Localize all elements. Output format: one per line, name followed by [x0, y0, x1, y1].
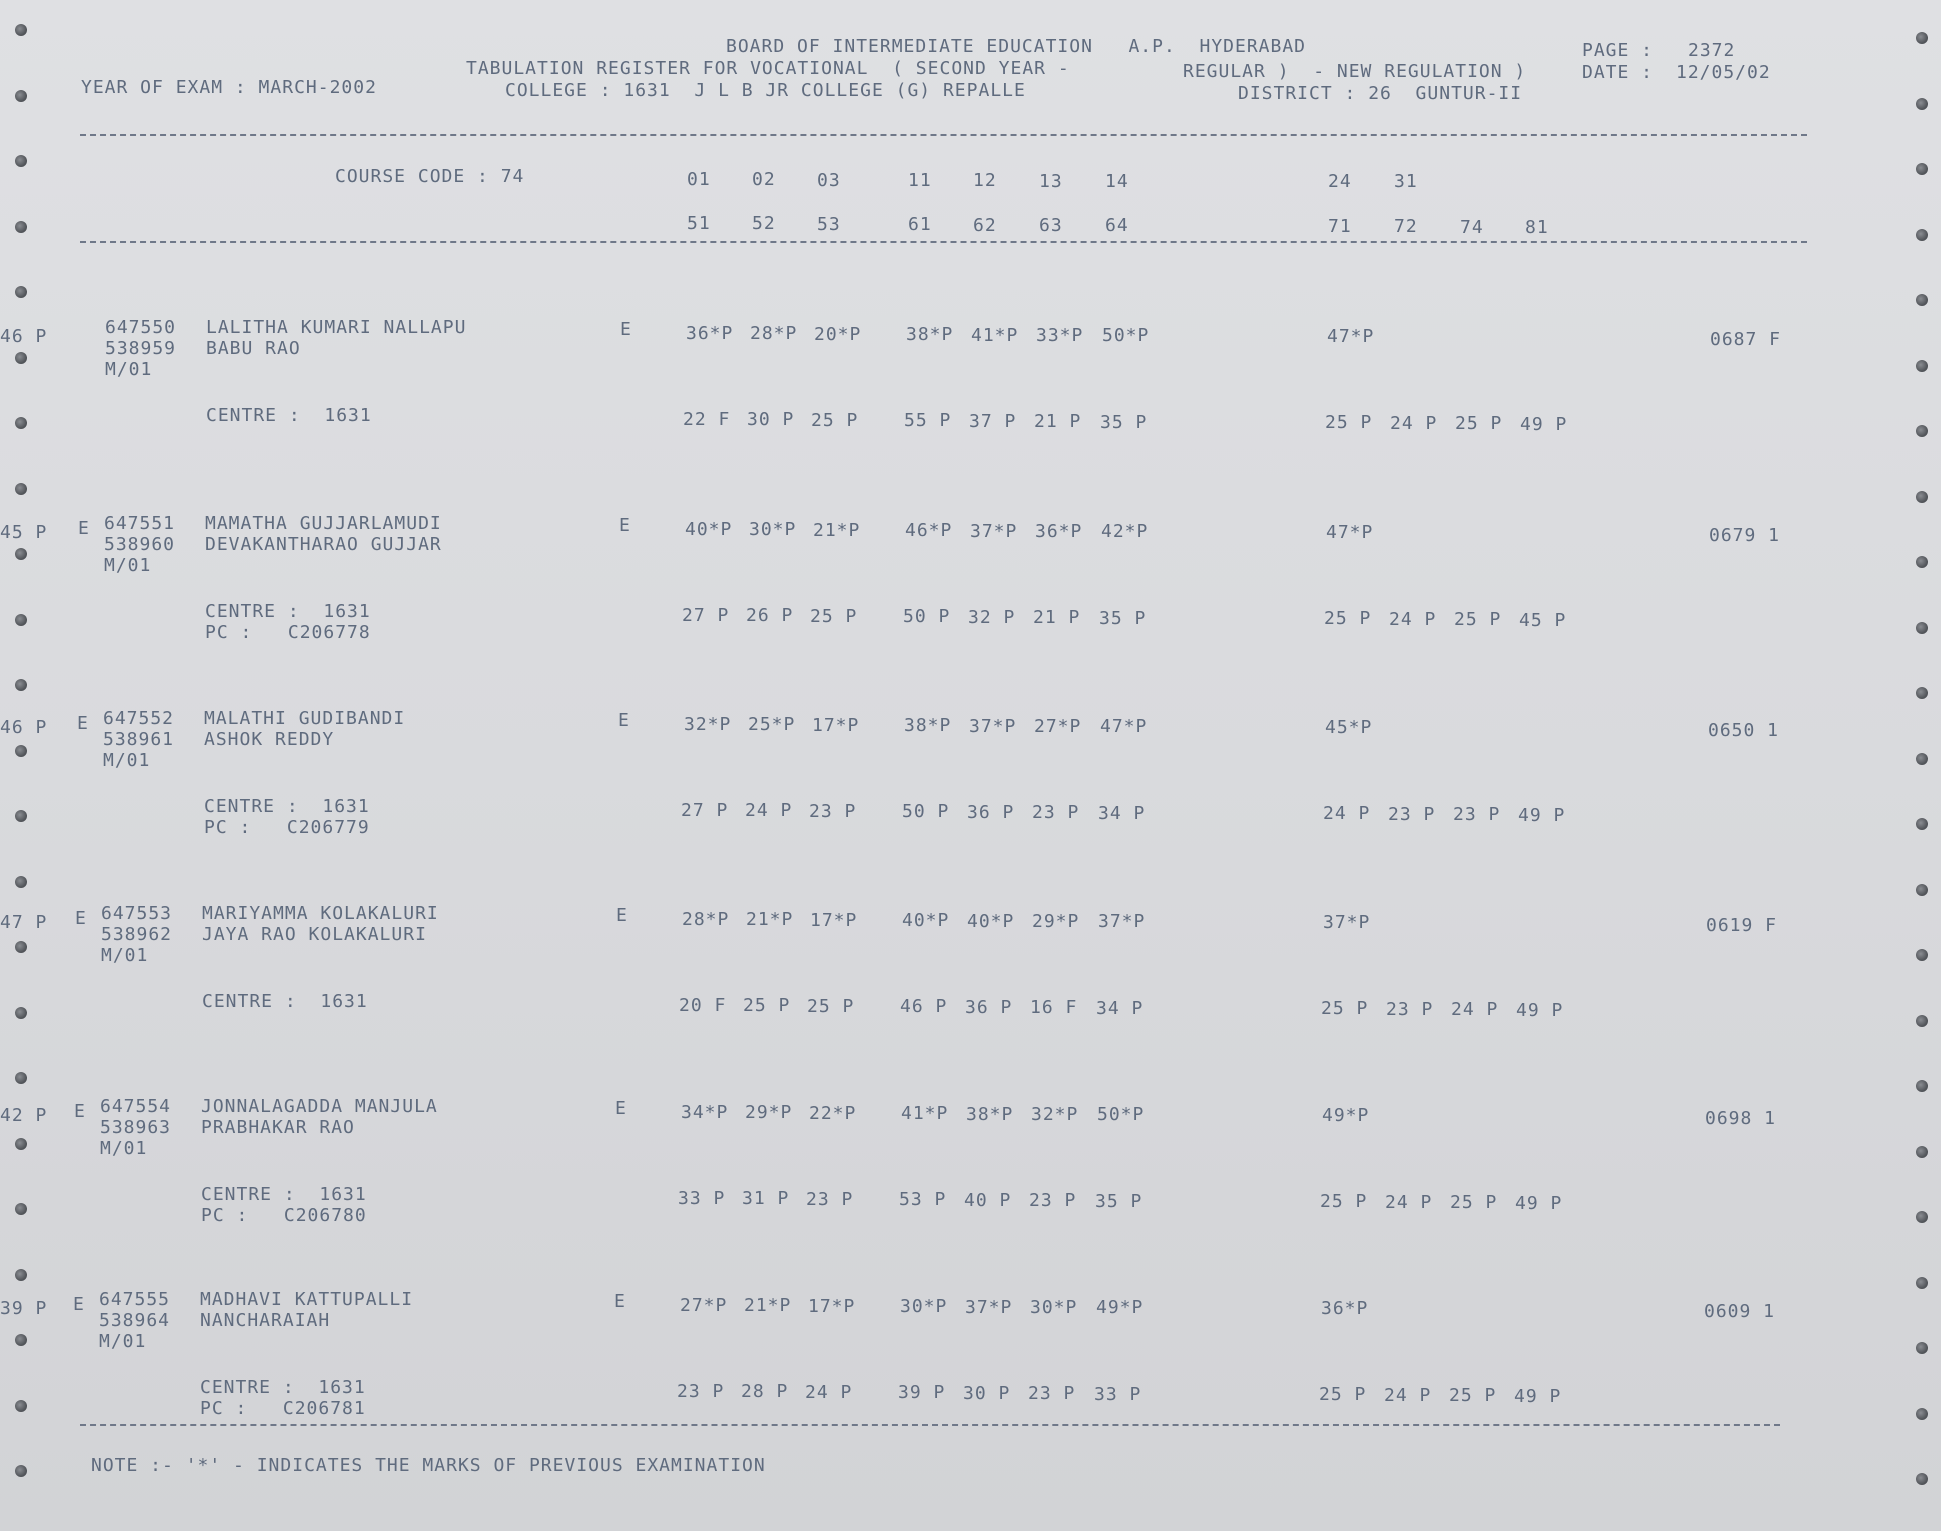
group-code: M/01	[99, 1331, 147, 1352]
feed-hole	[15, 286, 27, 298]
total-and-result: 0698 1	[1705, 1108, 1777, 1129]
feed-hole	[1916, 1146, 1928, 1158]
exam-centre: CENTRE : 1631	[206, 405, 372, 426]
current-exam-mark: 25 P	[807, 996, 855, 1017]
previous-exam-mark: 30*P	[900, 1296, 948, 1317]
current-exam-mark: 49 P	[1515, 1193, 1563, 1214]
pc-number: PC : C206779	[204, 817, 370, 838]
previous-exam-mark: 41*P	[901, 1103, 949, 1124]
exam-flag: E	[75, 908, 87, 929]
previous-exam-mark: 38*P	[906, 324, 954, 345]
feed-hole	[15, 90, 27, 102]
current-exam-mark: 21 P	[1034, 411, 1082, 432]
current-exam-mark: 49 P	[1518, 805, 1566, 826]
student-name: MARIYAMMA KOLAKALURI	[202, 903, 439, 924]
current-exam-mark: 24 P	[1390, 413, 1438, 434]
print-date: 12/05/02	[1676, 62, 1771, 83]
feed-hole	[15, 24, 27, 36]
subject-code: 02	[752, 169, 776, 190]
feed-hole	[1916, 884, 1928, 896]
current-exam-mark: 30 P	[963, 1383, 1011, 1404]
right-tractor-feed-strip	[1895, 0, 1941, 1531]
feed-hole	[1916, 1473, 1928, 1485]
current-exam-mark: 25 P	[811, 410, 859, 431]
group-code: M/01	[105, 359, 153, 380]
feed-hole	[15, 548, 27, 560]
current-exam-mark: 25 P	[1324, 608, 1372, 629]
registration-number: 538959	[105, 338, 177, 359]
father-name: NANCHARAIAH	[200, 1310, 331, 1331]
previous-exam-mark: 17*P	[812, 715, 860, 736]
exam-flag: E	[74, 1101, 86, 1122]
current-exam-mark: 35 P	[1100, 412, 1148, 433]
total-and-result: 0687 F	[1710, 329, 1782, 350]
feed-hole	[15, 1203, 27, 1215]
registration-number: 538961	[103, 729, 175, 750]
previous-exam-mark: 47*P	[1327, 326, 1375, 347]
father-name: DEVAKANTHARAO GUJJAR	[205, 534, 442, 555]
previous-exam-mark: 34*P	[681, 1102, 729, 1123]
medium: E	[614, 1291, 626, 1312]
current-exam-mark: 23 P	[809, 801, 857, 822]
previous-exam-mark: 40*P	[967, 911, 1015, 932]
current-exam-mark: 22 F	[683, 409, 731, 430]
register-title: TABULATION REGISTER FOR VOCATIONAL ( SECOND YEAR -	[466, 58, 1070, 79]
current-exam-mark: 25 P	[810, 606, 858, 627]
feed-hole	[15, 352, 27, 364]
current-exam-mark: 25 P	[1320, 1191, 1368, 1212]
pc-number: PC : C206780	[201, 1205, 367, 1226]
current-exam-mark: 23 P	[1386, 999, 1434, 1020]
current-exam-mark: 25 P	[743, 995, 791, 1016]
registration-number: 538963	[100, 1117, 172, 1138]
page-label: PAGE :	[1582, 40, 1654, 61]
previous-exam-mark: 41*P	[971, 325, 1019, 346]
feed-hole	[1916, 1211, 1928, 1223]
current-exam-mark: 23 P	[1029, 1190, 1077, 1211]
previous-exam-mark: 37*P	[965, 1297, 1013, 1318]
feed-hole	[1916, 98, 1928, 110]
current-exam-mark: 36 P	[965, 997, 1013, 1018]
previous-exam-mark: 49*P	[1096, 1297, 1144, 1318]
previous-exam-mark: 46*P	[905, 520, 953, 541]
board-title: BOARD OF INTERMEDIATE EDUCATION A.P. HYDERABAD	[726, 36, 1307, 57]
current-exam-mark: 31 P	[742, 1188, 790, 1209]
feed-hole	[15, 1138, 27, 1150]
subject-code: 74	[1460, 217, 1484, 238]
exam-centre: CENTRE : 1631	[205, 601, 371, 622]
previous-exam-mark: 47 P	[0, 912, 48, 933]
current-exam-mark: 25 P	[1319, 1384, 1367, 1405]
previous-exam-mark: 17*P	[808, 1296, 856, 1317]
current-exam-mark: 55 P	[904, 410, 952, 431]
father-name: PRABHAKAR RAO	[201, 1117, 355, 1138]
student-name: LALITHA KUMARI NALLAPU	[206, 317, 467, 338]
medium: E	[620, 319, 632, 340]
exam-flag: E	[78, 518, 90, 539]
student-name: JONNALAGADDA MANJULA	[201, 1096, 438, 1117]
previous-exam-mark: 20*P	[814, 324, 862, 345]
district-info: DISTRICT : 26 GUNTUR-II	[1238, 83, 1523, 104]
group-code: M/01	[103, 750, 151, 771]
feed-hole	[15, 155, 27, 167]
feed-hole	[15, 810, 27, 822]
subject-code: 24	[1328, 171, 1352, 192]
feed-hole	[1916, 949, 1928, 961]
previous-exam-mark: 37*P	[969, 716, 1017, 737]
current-exam-mark: 35 P	[1095, 1191, 1143, 1212]
medium: E	[615, 1098, 627, 1119]
current-exam-mark: 24 P	[1385, 1192, 1433, 1213]
previous-exam-mark: 38*P	[966, 1104, 1014, 1125]
previous-exam-mark: 50*P	[1102, 325, 1150, 346]
pc-number: PC : C206778	[205, 622, 371, 643]
header-divider	[80, 134, 1807, 136]
feed-hole	[15, 483, 27, 495]
previous-exam-mark: 37*P	[1098, 911, 1146, 932]
feed-hole	[15, 614, 27, 626]
current-exam-mark: 27 P	[682, 605, 730, 626]
previous-exam-mark: 36*P	[1321, 1298, 1369, 1319]
total-and-result: 0650 1	[1708, 720, 1780, 741]
current-exam-mark: 50 P	[903, 606, 951, 627]
hall-ticket-number: 647553	[101, 903, 173, 924]
feed-hole	[1916, 163, 1928, 175]
exam-centre: CENTRE : 1631	[204, 796, 370, 817]
previous-exam-mark: 21*P	[746, 909, 794, 930]
current-exam-mark: 32 P	[968, 607, 1016, 628]
current-exam-mark: 23 P	[1388, 804, 1436, 825]
current-exam-mark: 50 P	[902, 801, 950, 822]
previous-exam-mark: 29*P	[745, 1102, 793, 1123]
previous-exam-mark: 28*P	[682, 909, 730, 930]
current-exam-mark: 49 P	[1516, 1000, 1564, 1021]
exam-centre: CENTRE : 1631	[201, 1184, 367, 1205]
subject-code: 31	[1394, 171, 1418, 192]
current-exam-mark: 24 P	[1389, 609, 1437, 630]
registration-number: 538964	[99, 1310, 171, 1331]
student-name: MADHAVI KATTUPALLI	[200, 1289, 414, 1310]
current-exam-mark: 49 P	[1514, 1386, 1562, 1407]
feed-hole	[1916, 622, 1928, 634]
previous-exam-mark: 33*P	[1036, 325, 1084, 346]
feed-hole	[15, 679, 27, 691]
current-exam-mark: 39 P	[898, 1382, 946, 1403]
feed-hole	[1916, 425, 1928, 437]
feed-hole	[15, 745, 27, 757]
previous-exam-mark: 42 P	[0, 1105, 48, 1126]
current-exam-mark: 24 P	[805, 1382, 853, 1403]
hall-ticket-number: 647551	[104, 513, 176, 534]
previous-exam-mark: 37*P	[970, 521, 1018, 542]
group-code: M/01	[100, 1138, 148, 1159]
hall-ticket-number: 647550	[105, 317, 177, 338]
current-exam-mark: 25 P	[1454, 609, 1502, 630]
registration-number: 538962	[101, 924, 173, 945]
college-info: COLLEGE : 1631 J L B JR COLLEGE (G) REPALLE	[505, 80, 1026, 101]
current-exam-mark: 21 P	[1033, 607, 1081, 628]
current-exam-mark: 24 P	[745, 800, 793, 821]
feed-hole	[15, 941, 27, 953]
current-exam-mark: 28 P	[741, 1381, 789, 1402]
current-exam-mark: 45 P	[1519, 610, 1567, 631]
previous-exam-mark: 30*P	[749, 519, 797, 540]
father-name: JAYA RAO KOLAKALURI	[202, 924, 427, 945]
feed-hole	[15, 1400, 27, 1412]
year-of-exam: YEAR OF EXAM : MARCH-2002	[81, 77, 377, 98]
current-exam-mark: 36 P	[967, 802, 1015, 823]
total-and-result: 0609 1	[1704, 1301, 1776, 1322]
previous-exam-mark: 39 P	[0, 1298, 48, 1319]
subject-code: 51	[687, 213, 711, 234]
previous-exam-mark: 37*P	[1323, 912, 1371, 933]
feed-hole	[1916, 1342, 1928, 1354]
current-exam-mark: 46 P	[900, 996, 948, 1017]
feed-hole	[1916, 294, 1928, 306]
previous-exam-mark: 36*P	[1035, 521, 1083, 542]
total-and-result: 0619 F	[1706, 915, 1778, 936]
feed-hole	[1916, 818, 1928, 830]
subject-code: 03	[817, 170, 841, 191]
current-exam-mark: 23 P	[1453, 804, 1501, 825]
subject-code: 81	[1525, 217, 1549, 238]
current-exam-mark: 23 P	[677, 1381, 725, 1402]
medium: E	[619, 515, 631, 536]
current-exam-mark: 30 P	[747, 409, 795, 430]
subject-code: 61	[908, 214, 932, 235]
current-exam-mark: 23 P	[806, 1189, 854, 1210]
feed-hole	[15, 1072, 27, 1084]
page-number: 2372	[1688, 40, 1736, 61]
previous-exam-mark: 45 P	[0, 522, 48, 543]
feed-hole	[1916, 1408, 1928, 1420]
date-label: DATE :	[1582, 62, 1654, 83]
previous-exam-mark: 49*P	[1322, 1105, 1370, 1126]
group-code: M/01	[104, 555, 152, 576]
feed-hole	[1916, 32, 1928, 44]
subject-code: 12	[973, 170, 997, 191]
subject-code: 01	[687, 169, 711, 190]
previous-exam-mark: 50*P	[1097, 1104, 1145, 1125]
feed-hole	[1916, 1277, 1928, 1289]
feed-hole	[1916, 753, 1928, 765]
subject-code: 53	[817, 214, 841, 235]
father-name: BABU RAO	[206, 338, 301, 359]
current-exam-mark: 34 P	[1096, 998, 1144, 1019]
previous-exam-mark: 21*P	[813, 520, 861, 541]
feed-hole	[15, 221, 27, 233]
previous-exam-mark: 17*P	[810, 910, 858, 931]
current-exam-mark: 25 P	[1325, 412, 1373, 433]
subject-code: 63	[1039, 215, 1063, 236]
previous-exam-mark: 28*P	[750, 323, 798, 344]
previous-exam-mark: 21*P	[744, 1295, 792, 1316]
previous-exam-mark: 46 P	[0, 717, 48, 738]
previous-exam-mark: 40*P	[685, 519, 733, 540]
feed-hole	[15, 876, 27, 888]
exam-centre: CENTRE : 1631	[202, 991, 368, 1012]
current-exam-mark: 25 P	[1449, 1385, 1497, 1406]
current-exam-mark: 34 P	[1098, 803, 1146, 824]
previous-exam-mark: 22*P	[809, 1103, 857, 1124]
subject-code: 71	[1328, 216, 1352, 237]
previous-exam-mark: 46 P	[0, 326, 48, 347]
feed-hole	[15, 1007, 27, 1019]
previous-exam-mark: 45*P	[1325, 717, 1373, 738]
pc-number: PC : C206781	[200, 1398, 366, 1419]
registration-number: 538960	[104, 534, 176, 555]
current-exam-mark: 25 P	[1321, 998, 1369, 1019]
exam-centre: CENTRE : 1631	[200, 1377, 366, 1398]
feed-hole	[1916, 687, 1928, 699]
previous-exam-mark: 38*P	[904, 715, 952, 736]
current-exam-mark: 33 P	[1094, 1384, 1142, 1405]
current-exam-mark: 24 P	[1323, 803, 1371, 824]
father-name: ASHOK REDDY	[204, 729, 335, 750]
previous-exam-mark: 47*P	[1326, 522, 1374, 543]
current-exam-mark: 23 P	[1032, 802, 1080, 823]
subject-code: 13	[1039, 171, 1063, 192]
student-name: MALATHI GUDIBANDI	[204, 708, 406, 729]
previous-exam-mark: 29*P	[1032, 911, 1080, 932]
hall-ticket-number: 647552	[103, 708, 175, 729]
current-exam-mark: 27 P	[681, 800, 729, 821]
column-header-divider	[80, 241, 1807, 243]
subject-code: 52	[752, 213, 776, 234]
subject-code: 14	[1105, 171, 1129, 192]
current-exam-mark: 40 P	[964, 1190, 1012, 1211]
exam-flag: E	[73, 1294, 85, 1315]
feed-hole	[1916, 1080, 1928, 1092]
subject-code: 64	[1105, 215, 1129, 236]
previous-exam-mark: 36*P	[686, 323, 734, 344]
feed-hole	[15, 417, 27, 429]
exam-flag: E	[77, 713, 89, 734]
student-name: MAMATHA GUJJARLAMUDI	[205, 513, 442, 534]
current-exam-mark: 16 F	[1030, 997, 1078, 1018]
hall-ticket-number: 647554	[100, 1096, 172, 1117]
current-exam-mark: 37 P	[969, 411, 1017, 432]
previous-exam-mark: 27*P	[1034, 716, 1082, 737]
previous-exam-mark: 47*P	[1100, 716, 1148, 737]
current-exam-mark: 20 F	[679, 995, 727, 1016]
feed-hole	[15, 1465, 27, 1477]
footer-divider	[80, 1424, 1780, 1426]
feed-hole	[1916, 556, 1928, 568]
current-exam-mark: 24 P	[1384, 1385, 1432, 1406]
current-exam-mark: 25 P	[1450, 1192, 1498, 1213]
current-exam-mark: 53 P	[899, 1189, 947, 1210]
previous-exam-mark: 42*P	[1101, 521, 1149, 542]
current-exam-mark: 24 P	[1451, 999, 1499, 1020]
previous-exam-mark: 32*P	[684, 714, 732, 735]
feed-hole	[1916, 491, 1928, 503]
hall-ticket-number: 647555	[99, 1289, 171, 1310]
previous-exam-mark: 30*P	[1030, 1297, 1078, 1318]
current-exam-mark: 33 P	[678, 1188, 726, 1209]
group-code: M/01	[101, 945, 149, 966]
subject-code: 72	[1394, 216, 1418, 237]
current-exam-mark: 26 P	[746, 605, 794, 626]
feed-hole	[15, 1269, 27, 1281]
current-exam-mark: 25 P	[1455, 413, 1503, 434]
medium: E	[618, 710, 630, 731]
medium: E	[616, 905, 628, 926]
feed-hole	[1916, 229, 1928, 241]
previous-exam-mark: 40*P	[902, 910, 950, 931]
total-and-result: 0679 1	[1709, 525, 1781, 546]
previous-exam-mark: 32*P	[1031, 1104, 1079, 1125]
feed-hole	[15, 1334, 27, 1346]
current-exam-mark: 23 P	[1028, 1383, 1076, 1404]
previous-exam-mark: 25*P	[748, 714, 796, 735]
feed-hole	[1916, 1015, 1928, 1027]
subject-code: 11	[908, 170, 932, 191]
current-exam-mark: 49 P	[1520, 414, 1568, 435]
previous-exam-mark: 27*P	[680, 1295, 728, 1316]
course-code: COURSE CODE : 74	[335, 166, 525, 187]
subject-code: 62	[973, 215, 997, 236]
regulation-title: REGULAR ) - NEW REGULATION )	[1183, 61, 1527, 82]
footnote: NOTE :- '*' - INDICATES THE MARKS OF PREVIOUS EXAMINATION	[91, 1455, 766, 1476]
current-exam-mark: 35 P	[1099, 608, 1147, 629]
feed-hole	[1916, 360, 1928, 372]
